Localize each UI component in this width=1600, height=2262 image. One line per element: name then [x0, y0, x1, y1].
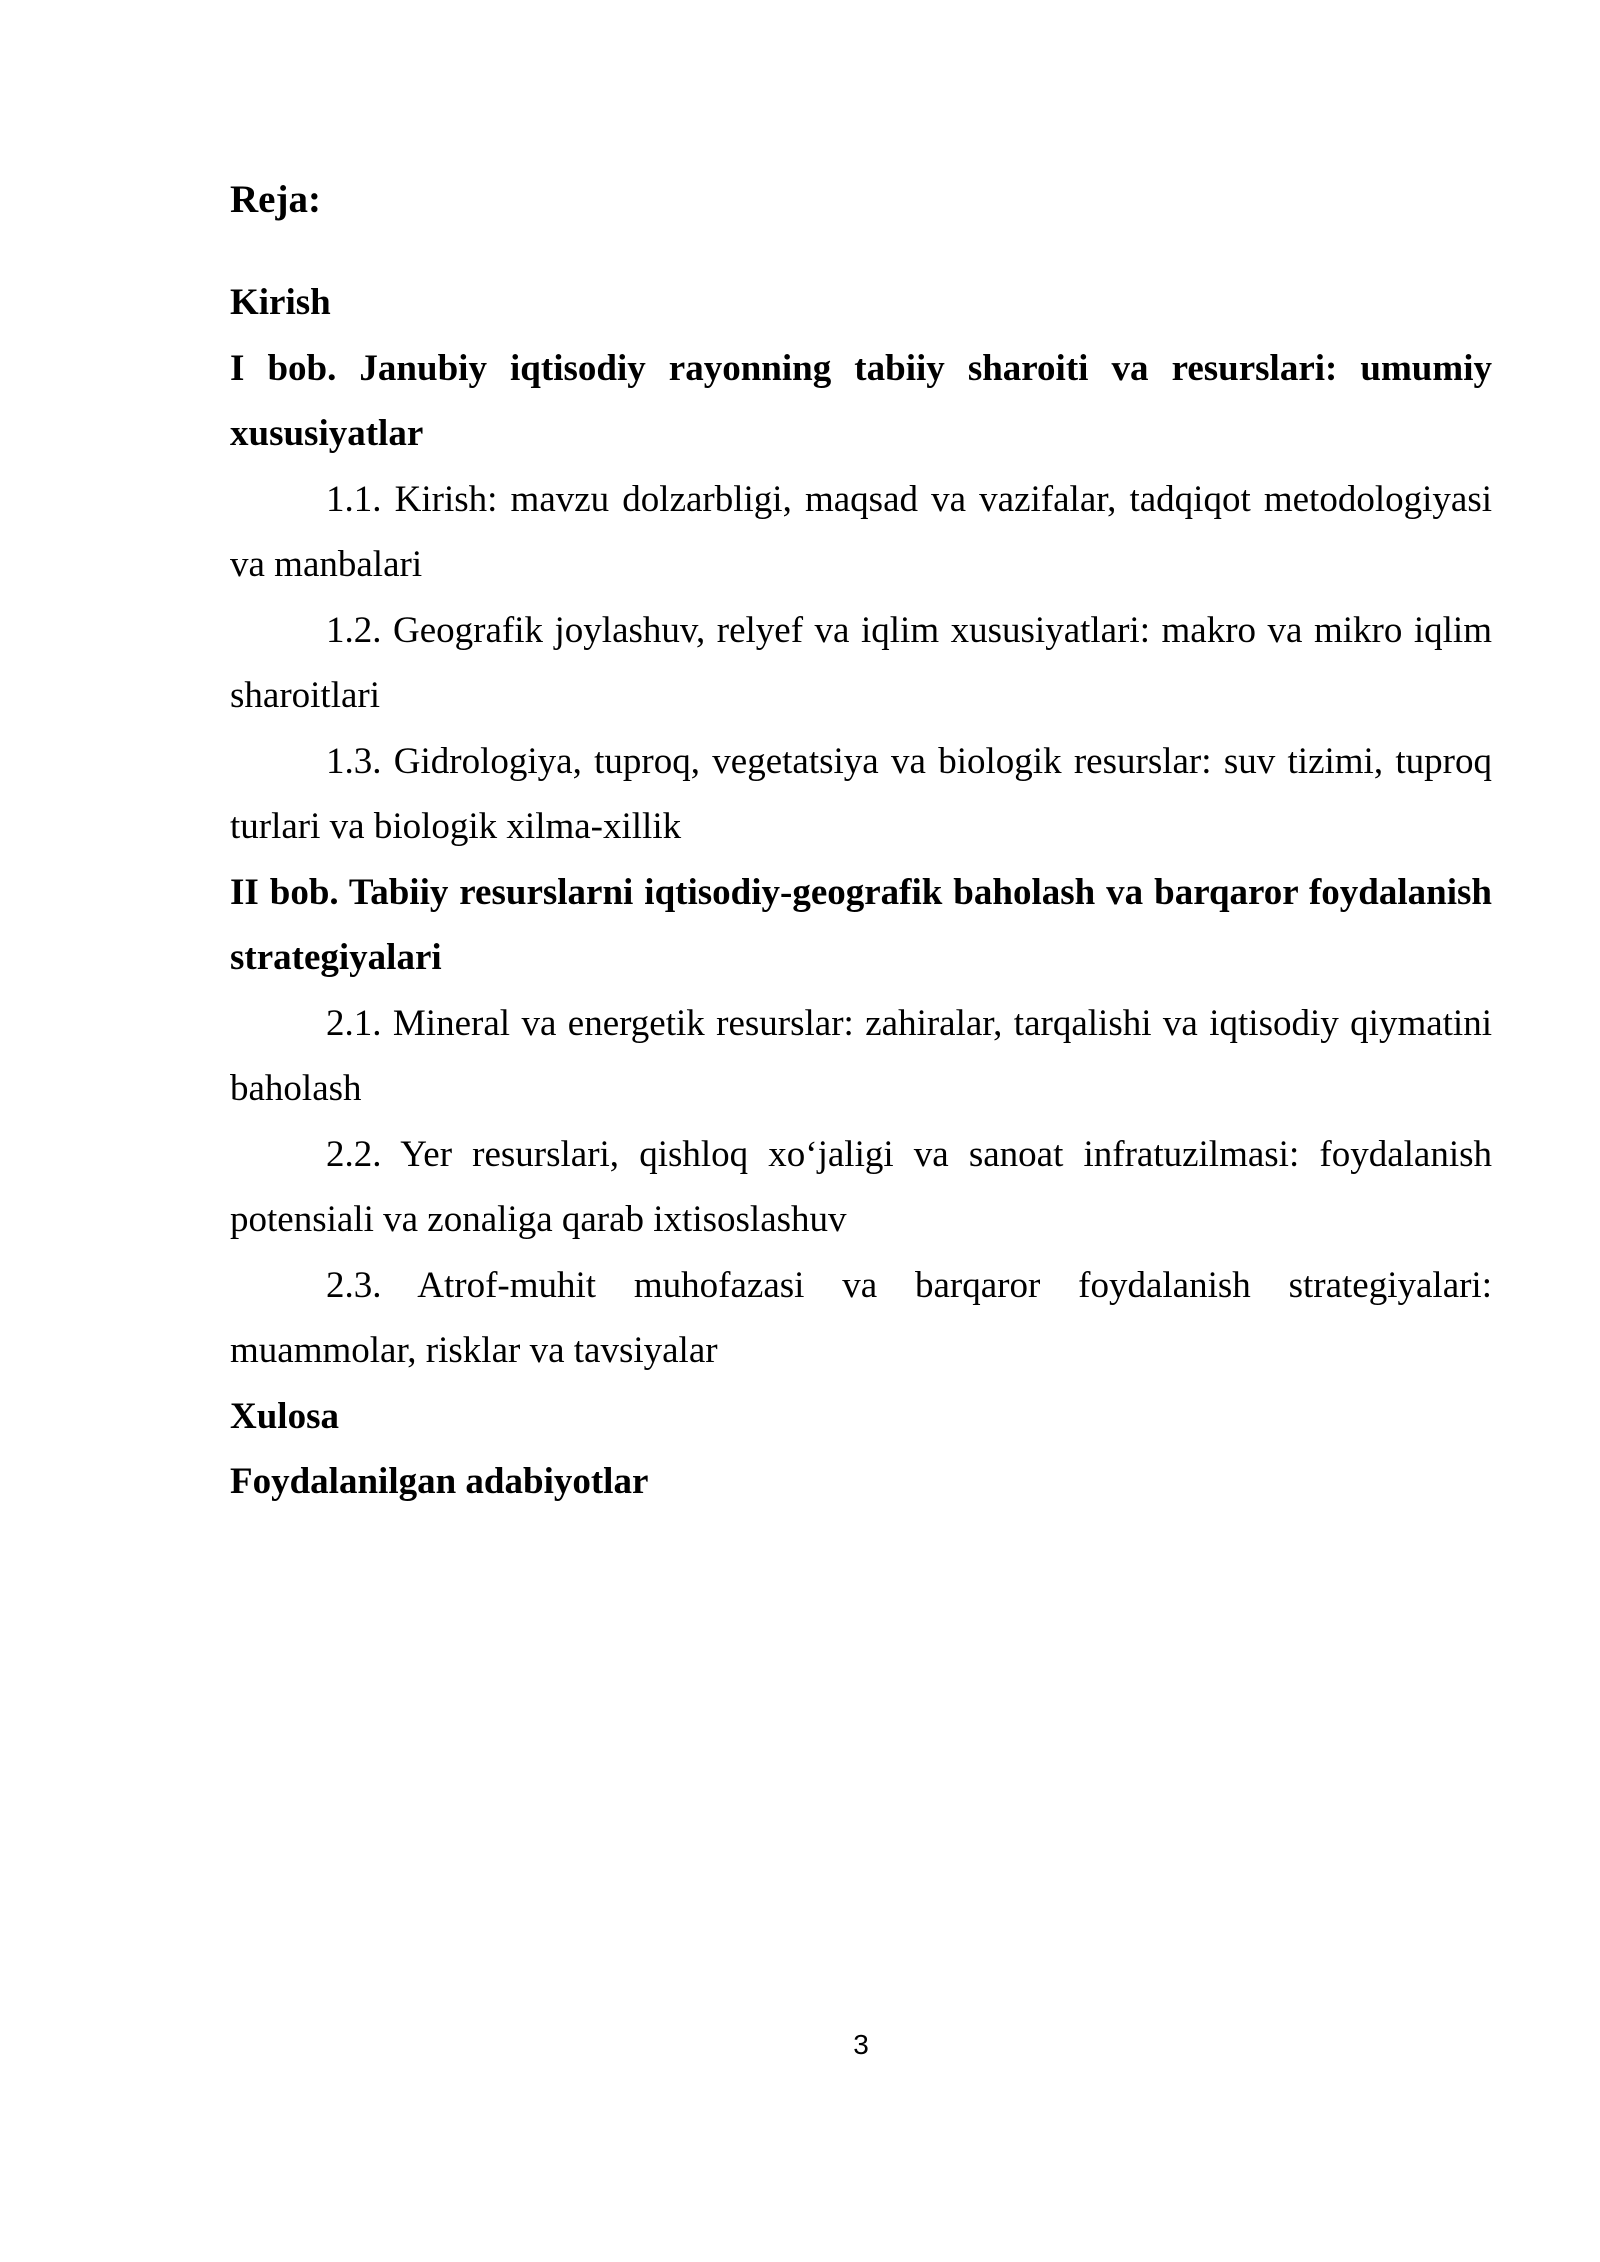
plan-heading: Reja:: [230, 178, 321, 221]
toc-entry-chapter-2: II bob. Tabiiy resurslarni iqtisodiy-geografik baholash va barqaror foydalanish strategiyalari: [230, 871, 1492, 978]
toc-entry-introduction: Kirish: [230, 282, 331, 323]
toc-entry-conclusion: Xulosa: [230, 1395, 339, 1437]
document-page: [230, 0, 1492, 2262]
toc-entry-section-2-3: 2.3. Atrof-muhit muhofazasi va barqaror foydalanish strategiyalari: muammolar, risklar va tavsiyalar: [230, 1264, 1492, 1371]
toc-entry-chapter-1: I bob. Janubiy iqtisodiy rayonning tabiiy sharoiti va resurslari: umumiy xususiyatlar: [230, 347, 1492, 454]
table-of-contents: [230, 270, 1492, 1515]
toc-entry-section-1-2: 1.2. Geografik joylashuv, relyef va iqlim xususiyatlari: makro va mikro iqlim sharoitlari: [230, 609, 1492, 716]
toc-entry-section-1-1: 1.1. Kirish: mavzu dolzarbligi, maqsad va vazifalar, tadqiqot metodologiyasi va manbalari: [230, 478, 1492, 585]
toc-entry-section-1-3: 1.3. Gidrologiya, tuproq, vegetatsiya va biologik resurslar: suv tizimi, tuproq turlari va biologik xilma-xillik: [230, 740, 1492, 847]
toc-entry-section-2-2: 2.2. Yer resurslari, qishloq xo‘jaligi va sanoat infratuzilmasi: foydalanish potensiali va zonaliga qarab ixtisoslashuv: [230, 1133, 1492, 1240]
toc-entry-section-2-1: 2.1. Mineral va energetik resurslar: zahiralar, tarqalishi va iqtisodiy qiymatini baholash: [230, 1002, 1492, 1109]
page-number: 3: [853, 2029, 869, 2060]
toc-entry-references: Foydalanilgan adabiyotlar: [230, 1461, 649, 1502]
